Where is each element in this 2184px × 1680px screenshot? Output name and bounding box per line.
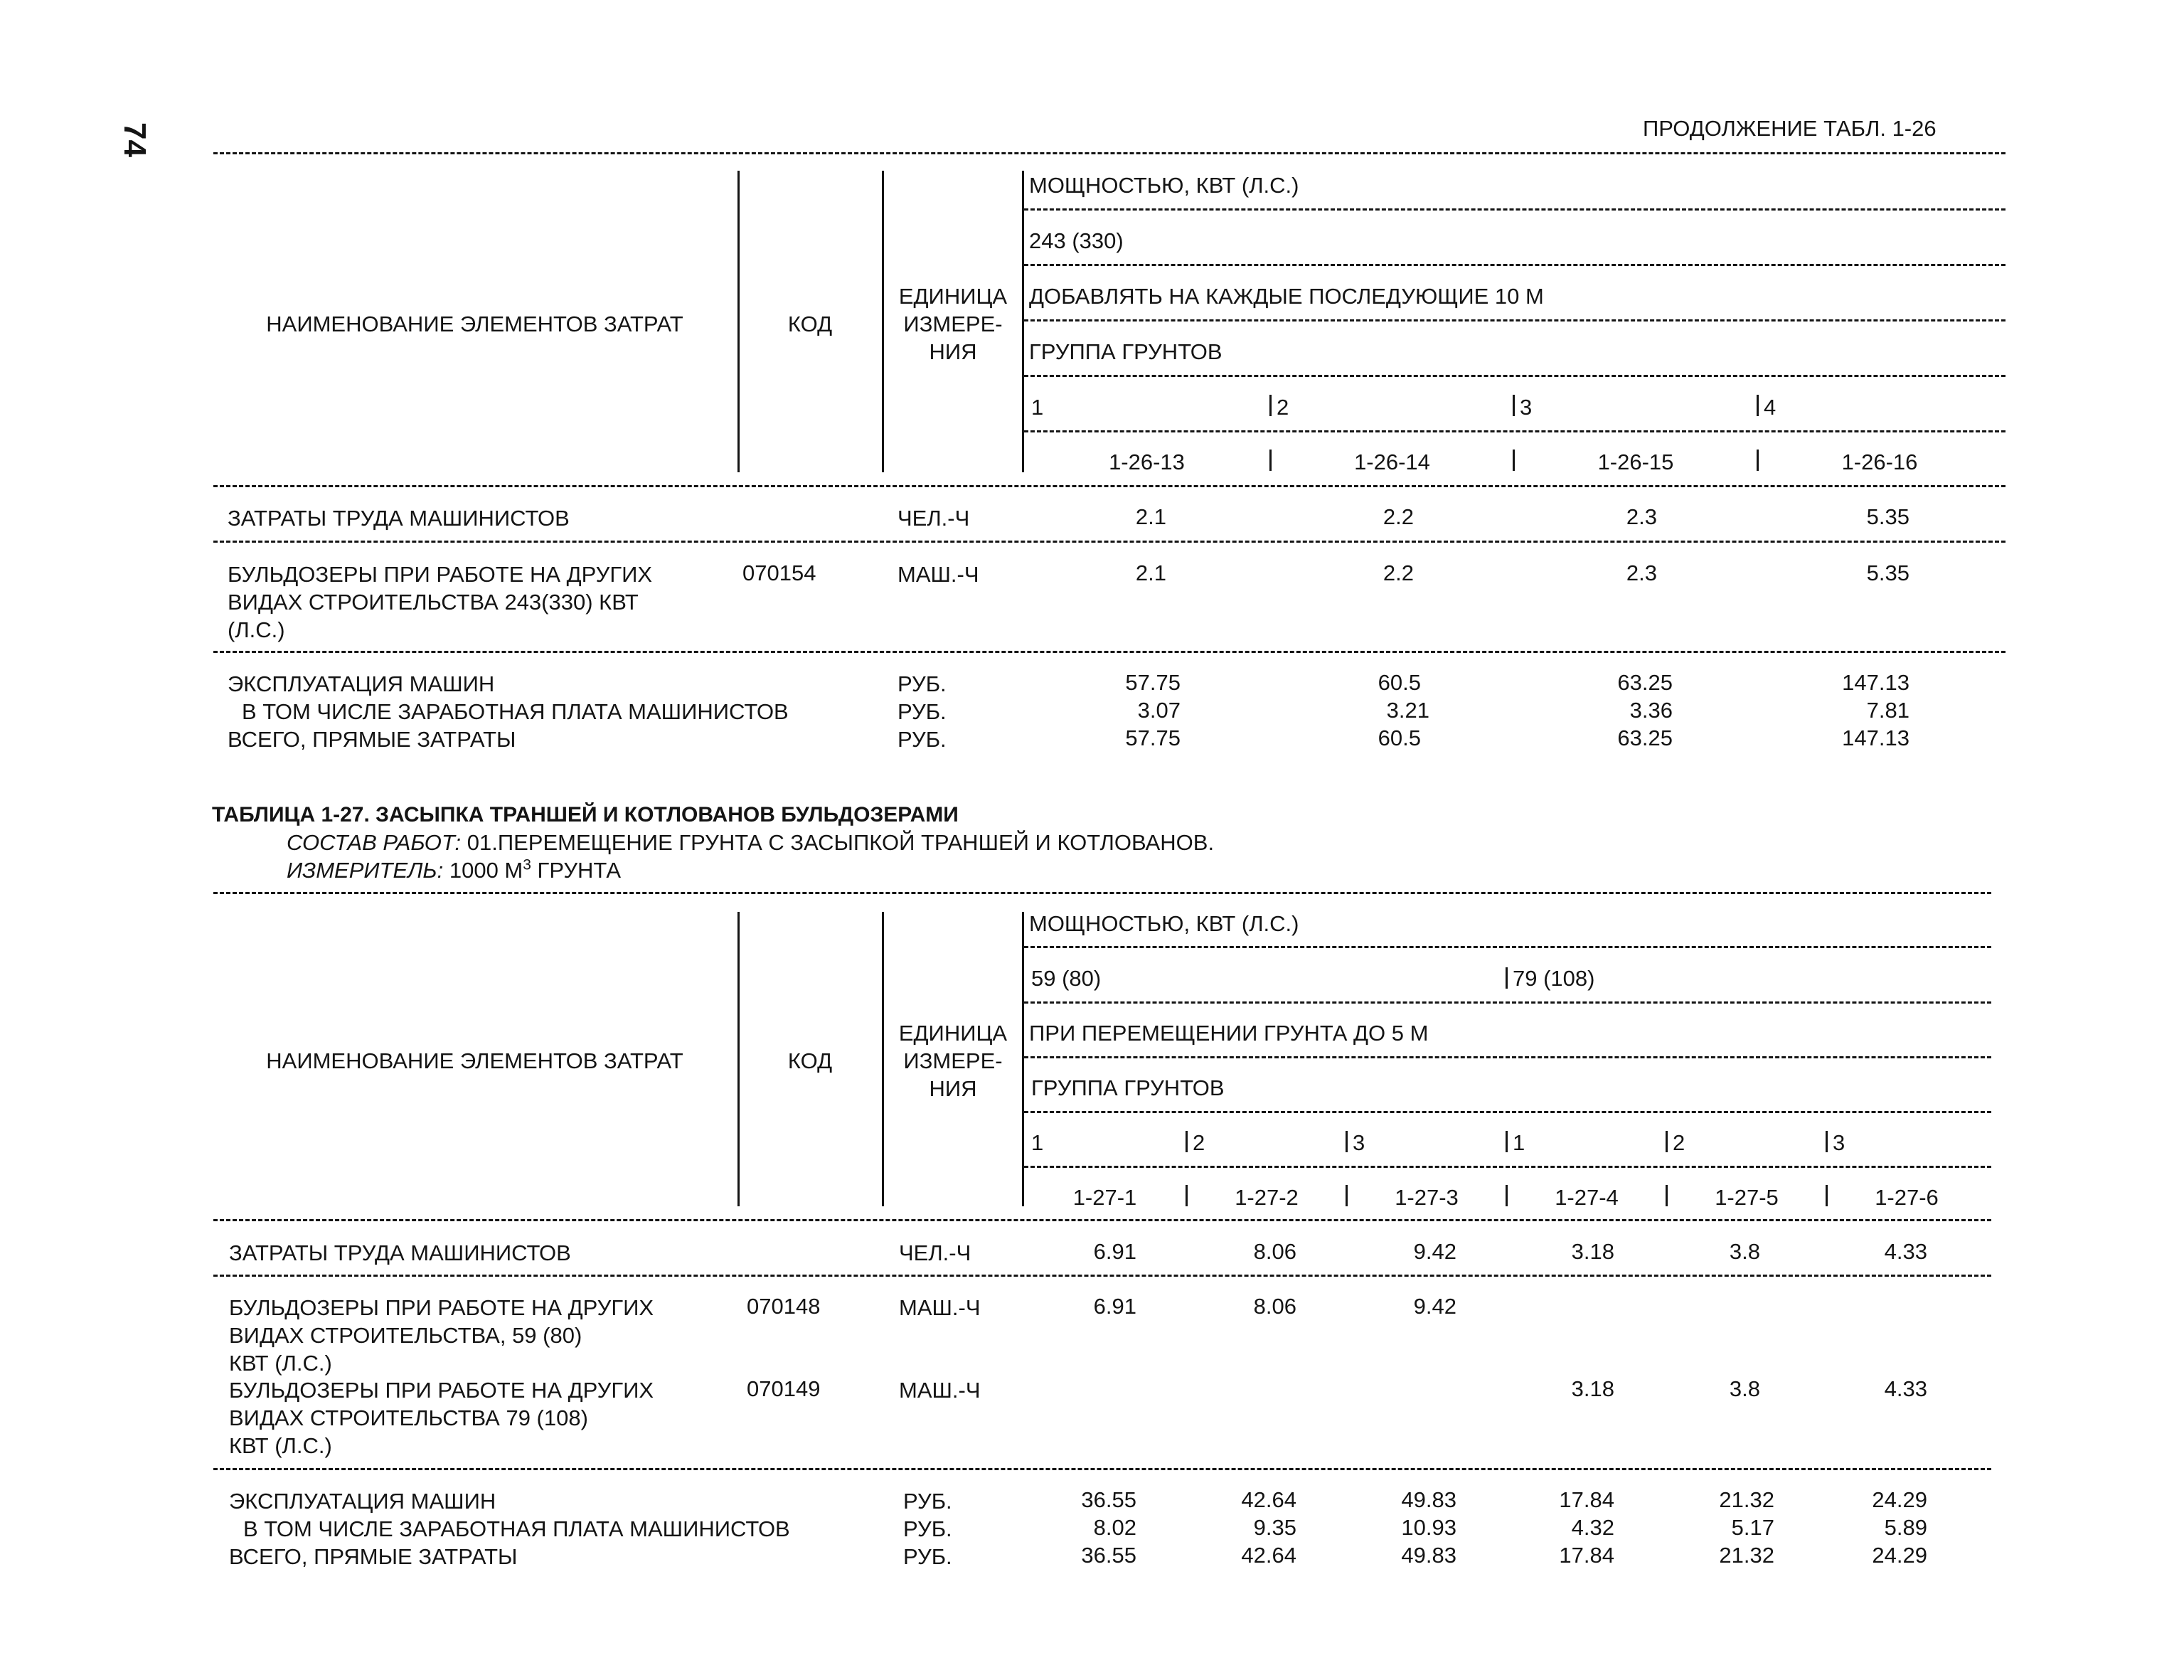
header-power-value: 59 (80) [1031, 966, 1102, 991]
row-value: 3.18 [1571, 1376, 1614, 1401]
header-group: ГРУППА ГРУНТОВ [1031, 1075, 1225, 1100]
row-value: 6.91 [1093, 1239, 1136, 1264]
rule [213, 1468, 1991, 1470]
row-name: ВИДАХ СТРОИТЕЛЬСТВА, 59 (80) [229, 1323, 582, 1348]
row-value: 60.5 [1378, 725, 1421, 750]
col-separator [1666, 1131, 1668, 1152]
measure [287, 856, 621, 883]
row-value: 3.36 [1629, 698, 1673, 723]
row-value: 2.3 [1626, 560, 1657, 585]
row-value: 8.06 [1253, 1239, 1296, 1264]
col-separator [1506, 967, 1508, 989]
row-value: 49.83 [1401, 1543, 1456, 1568]
row-value: 10.93 [1401, 1515, 1456, 1540]
col-header-code: КОД [787, 1048, 833, 1073]
col-separator [1757, 395, 1759, 416]
work-composition [287, 831, 1214, 854]
rule [1024, 319, 2005, 321]
row-value: 4.32 [1571, 1515, 1614, 1540]
rule [1024, 946, 1991, 948]
row-value: 63.25 [1617, 725, 1673, 750]
row-value: 36.55 [1081, 1543, 1136, 1568]
row-unit: МАШ.-Ч [899, 1295, 981, 1320]
group-number: 1 [1031, 1130, 1044, 1155]
row-value: 17.84 [1559, 1543, 1614, 1568]
rule [1024, 208, 2005, 211]
row-unit: РУБ. [897, 671, 947, 696]
norm-code: 1-27-4 [1555, 1185, 1619, 1210]
row-code: 070148 [747, 1294, 821, 1319]
row-unit: РУБ. [897, 699, 947, 724]
col-separator [1826, 1131, 1828, 1152]
row-name: ВИДАХ СТРОИТЕЛЬСТВА 243(330) КВТ [228, 590, 639, 615]
row-name: ВСЕГО, ПРЯМЫЕ ЗАТРАТЫ [228, 727, 516, 752]
row-value: 3.07 [1137, 698, 1181, 723]
row-unit: РУБ. [903, 1516, 952, 1541]
rule [213, 892, 1991, 894]
norm-code: 1-26-15 [1597, 450, 1674, 474]
row-value: 4.33 [1884, 1376, 1927, 1401]
row-name: БУЛЬДОЗЕРЫ ПРИ РАБОТЕ НА ДРУГИХ [228, 562, 653, 587]
header-power: МОЩНОСТЬЮ, КВТ (Л.С.) [1029, 173, 1299, 198]
header-group: ГРУППА ГРУНТОВ [1029, 339, 1222, 364]
row-value: 147.13 [1842, 670, 1909, 695]
norm-code: 1-27-3 [1395, 1185, 1459, 1210]
row-value: 21.32 [1719, 1543, 1774, 1568]
rule [1024, 430, 2005, 432]
row-value: 24.29 [1872, 1543, 1927, 1568]
measure-unit: ГРУНТА [531, 858, 621, 883]
group-number: 1 [1513, 1130, 1525, 1155]
header-power-value: 243 (330) [1029, 228, 1124, 253]
row-unit: ЧЕЛ.-Ч [897, 506, 970, 531]
header-power-value: 79 (108) [1513, 966, 1595, 991]
row-name: КВТ (Л.С.) [229, 1351, 332, 1376]
rule [213, 541, 2005, 543]
work-text: 01.ПЕРЕМЕЩЕНИЕ ГРУНТА С ЗАСЫПКОЙ ТРАНШЕЙ И КОТЛОВАНОВ. [467, 830, 1215, 855]
col-header-unit: НИЯ [929, 339, 977, 364]
row-value: 9.42 [1413, 1239, 1456, 1264]
col-header-unit: ИЗМЕРЕ- [903, 312, 1003, 336]
rule [213, 152, 2005, 154]
header-power: МОЩНОСТЬЮ, КВТ (Л.С.) [1029, 911, 1299, 936]
row-name: ЗАТРАТЫ ТРУДА МАШИНИСТОВ [229, 1240, 571, 1265]
row-unit: РУБ. [903, 1489, 952, 1514]
row-name: ЭКСПЛУАТАЦИЯ МАШИН [228, 671, 495, 696]
col-separator [1513, 395, 1515, 416]
col-separator [1346, 1131, 1348, 1152]
rule [1024, 1166, 1991, 1168]
group-number: 4 [1764, 395, 1777, 420]
row-value: 5.89 [1884, 1515, 1927, 1540]
rule [1024, 375, 2005, 377]
rule [1024, 1001, 1991, 1004]
row-value: 5.35 [1866, 560, 1909, 585]
row-code: 070154 [742, 560, 816, 585]
row-name: ЭКСПЛУАТАЦИЯ МАШИН [229, 1489, 496, 1514]
col-separator [1506, 1131, 1508, 1152]
row-value: 9.35 [1253, 1515, 1296, 1540]
row-value: 2.1 [1135, 560, 1166, 585]
row-value: 2.3 [1626, 504, 1657, 529]
rule [213, 485, 2005, 487]
group-number: 2 [1277, 395, 1289, 420]
rule [1024, 1111, 1991, 1113]
row-value: 8.02 [1093, 1515, 1136, 1540]
row-name: ВИДАХ СТРОИТЕЛЬСТВА 79 (108) [229, 1405, 588, 1430]
rule [213, 651, 2005, 653]
row-value: 9.42 [1413, 1294, 1456, 1319]
rule [213, 1219, 1991, 1221]
rule [1024, 264, 2005, 266]
norm-code: 1-26-13 [1109, 450, 1185, 474]
group-number: 3 [1353, 1130, 1365, 1155]
row-code: 070149 [747, 1376, 821, 1401]
col-header-unit: ИЗМЕРЕ- [903, 1048, 1003, 1073]
group-number: 2 [1193, 1130, 1205, 1155]
row-name: БУЛЬДОЗЕРЫ ПРИ РАБОТЕ НА ДРУГИХ [229, 1378, 654, 1403]
measure-exponent: 3 [523, 856, 531, 873]
row-value: 63.25 [1617, 670, 1673, 695]
row-value: 42.64 [1241, 1543, 1296, 1568]
col-header-unit: ЕДИНИЦА [898, 1021, 1008, 1046]
col-header-unit: ЕДИНИЦА [898, 284, 1008, 309]
row-value: 5.35 [1866, 504, 1909, 529]
row-value: 42.64 [1241, 1487, 1296, 1512]
table-title: ТАБЛИЦА 1-27. ЗАСЫПКА ТРАНШЕЙ И КОТЛОВАНОВ БУЛЬДОЗЕРАМИ [212, 803, 959, 826]
row-name: ЗАТРАТЫ ТРУДА МАШИНИСТОВ [228, 506, 570, 531]
row-value: 4.33 [1884, 1239, 1927, 1264]
header-move: ПРИ ПЕРЕМЕЩЕНИИ ГРУНТА ДО 5 М [1029, 1021, 1429, 1046]
row-value: 36.55 [1081, 1487, 1136, 1512]
col-separator [1269, 395, 1272, 416]
row-value: 49.83 [1401, 1487, 1456, 1512]
norm-code: 1-27-6 [1875, 1185, 1939, 1210]
group-number: 2 [1673, 1130, 1685, 1155]
row-name: В ТОМ ЧИСЛЕ ЗАРАБОТНАЯ ПЛАТА МАШИНИСТОВ [243, 1516, 790, 1541]
norm-code: 1-27-1 [1072, 1185, 1137, 1210]
rule [1024, 1056, 1991, 1058]
norm-code: 1-27-5 [1715, 1185, 1779, 1210]
row-value: 24.29 [1872, 1487, 1927, 1512]
row-name: КВТ (Л.С.) [229, 1433, 332, 1458]
norm-code: 1-27-2 [1235, 1185, 1299, 1210]
row-value: 3.21 [1386, 698, 1429, 723]
row-value: 5.17 [1731, 1515, 1774, 1540]
row-value: 6.91 [1093, 1294, 1136, 1319]
header-add: ДОБАВЛЯТЬ НА КАЖДЫЕ ПОСЛЕДУЮЩИЕ 10 М [1029, 284, 1544, 309]
row-value: 8.06 [1253, 1294, 1296, 1319]
group-number: 3 [1833, 1130, 1845, 1155]
row-name: (Л.С.) [228, 617, 285, 642]
row-value: 2.1 [1135, 504, 1166, 529]
group-number: 1 [1031, 395, 1044, 420]
row-value: 3.18 [1571, 1239, 1614, 1264]
group-number: 3 [1520, 395, 1533, 420]
col-separator [1186, 1131, 1188, 1152]
row-unit: МАШ.-Ч [899, 1378, 981, 1403]
col-header-unit: НИЯ [929, 1076, 977, 1101]
row-name: БУЛЬДОЗЕРЫ ПРИ РАБОТЕ НА ДРУГИХ [229, 1295, 654, 1320]
row-unit: МАШ.-Ч [897, 562, 979, 587]
col-separator [1022, 171, 1024, 472]
rule [213, 1275, 1991, 1277]
row-value: 3.8 [1729, 1376, 1760, 1401]
measure-label: ИЗМЕРИТЕЛЬ: [287, 858, 444, 883]
row-value: 21.32 [1719, 1487, 1774, 1512]
row-value: 17.84 [1559, 1487, 1614, 1512]
row-value: 60.5 [1378, 670, 1421, 695]
row-value: 3.8 [1729, 1239, 1760, 1264]
page-number: 74 [117, 122, 152, 157]
norm-code: 1-26-14 [1354, 450, 1430, 474]
work-label: СОСТАВ РАБОТ: [287, 830, 462, 855]
row-name: ВСЕГО, ПРЯМЫЕ ЗАТРАТЫ [229, 1544, 518, 1569]
row-value: 2.2 [1383, 504, 1414, 529]
row-unit: ЧЕЛ.-Ч [899, 1240, 971, 1265]
row-value: 2.2 [1383, 560, 1414, 585]
col-header-name: НАИМЕНОВАНИЕ ЭЛЕМЕНТОВ ЗАТРАТ [266, 1048, 683, 1073]
norm-code: 1-26-16 [1841, 450, 1918, 474]
row-value: 147.13 [1842, 725, 1909, 750]
measure-value: 1000 М [449, 858, 523, 883]
row-unit: РУБ. [897, 727, 947, 752]
col-header-code: КОД [787, 312, 833, 336]
col-separator [1022, 912, 1024, 1206]
row-value: 7.81 [1866, 698, 1909, 723]
row-value: 57.75 [1125, 725, 1181, 750]
row-name: В ТОМ ЧИСЛЕ ЗАРАБОТНАЯ ПЛАТА МАШИНИСТОВ [242, 699, 789, 724]
row-unit: РУБ. [903, 1544, 952, 1569]
continuation-label: ПРОДОЛЖЕНИЕ ТАБЛ. 1-26 [1643, 116, 1937, 141]
row-value: 57.75 [1125, 670, 1181, 695]
col-header-name: НАИМЕНОВАНИЕ ЭЛЕМЕНТОВ ЗАТРАТ [266, 312, 683, 336]
